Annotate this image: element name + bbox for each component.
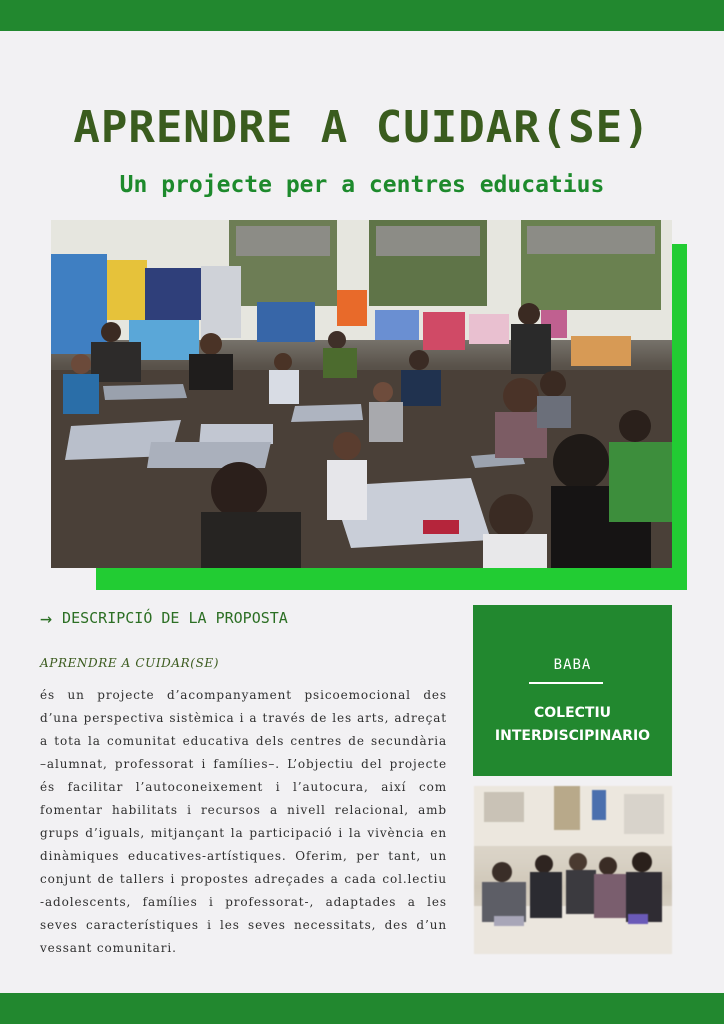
card-label: BABA: [553, 657, 592, 673]
classroom-photo: [51, 220, 672, 568]
page-subtitle: Un projecte per a centres educatius: [119, 172, 605, 198]
collective-card: [473, 605, 672, 776]
arrow-right-icon: →: [40, 606, 53, 630]
card-name: COLECTIU INTERDISCIPINARIO: [494, 705, 651, 744]
page-title: APRENDRE A CUIDAR(SE): [73, 102, 651, 153]
top-band: [0, 0, 724, 31]
intro-title: APRENDRE A CUIDAR(SE): [40, 656, 220, 670]
card-divider: [529, 682, 603, 684]
section-heading-label: DESCRIPCIÓ DE LA PROPOSTA: [62, 609, 288, 627]
section-heading: [40, 606, 460, 630]
bottom-band: [0, 993, 724, 1024]
description-text: és un projecte d’acompanyament psicoemocional des d’una perspectiva sistèmica i a través de les arts, adreçat a tota la comunitat educativa dels centres de secundària –alumnat, professorat i famílies–. L’objectiu del projecte és facilitar l’autoconeixement i l’autocura, així com fomentar habilitats i recursos a nivell relacional, amb grups d’iguals, mitjançant la participació i la vivència en dinàmiques educatives-artístiques. Oferim, per tant, un conjunt de tallers i propostes adreçades a cada col.lectiu -adolescents, famílies i professorat-, adaptades a les seves característiques i les seves necessitats, des d’un vessant comunitari.: [40, 688, 447, 955]
workshop-photo: [474, 786, 672, 954]
